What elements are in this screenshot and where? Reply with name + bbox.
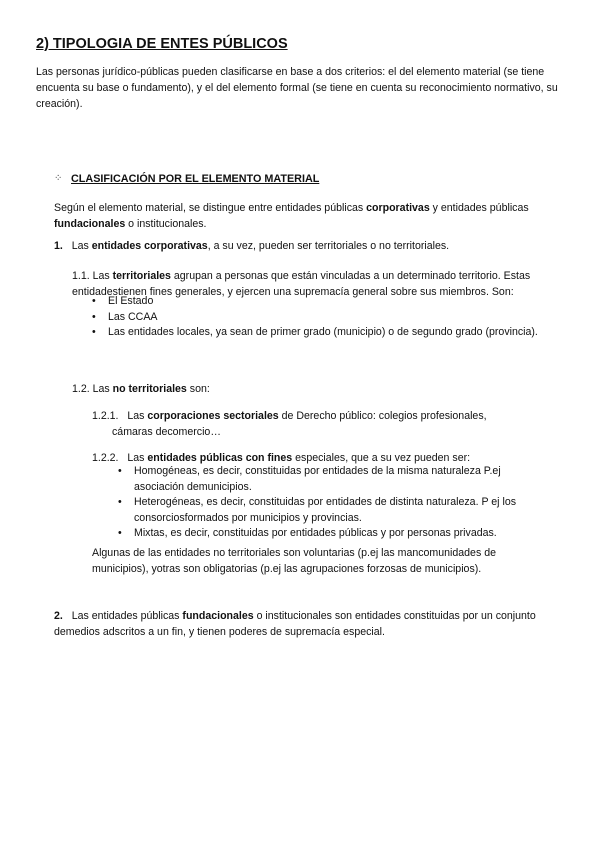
section-marker-icon: ⁘ [54, 173, 63, 184]
list-item: • Mixtas, es decir, constituidas por entidades públicas y por personas privadas. [118, 526, 538, 542]
item-1-1: 1.1. Las territoriales agrupan a personas que están vinculadas a un determinado territorio. Estas entidadestienen fines generales, y ejercen una supremacía general sobre sus miembros. Son: [72, 270, 531, 298]
item-1-2-1: 1.2.1. Las corporaciones sectoriales de Derecho público: colegios profesionales, cámaras decomercio… [92, 410, 487, 438]
bullet-icon: • [118, 527, 122, 539]
page-title: 2) TIPOLOGIA DE ENTES PÚBLICOS [36, 36, 288, 52]
territorial-bullet-list [92, 294, 538, 341]
section-paragraph: Según el elemento material, se distingue entre entidades públicas corporativas y entidades públicas fundacionales o institucionales. [54, 202, 529, 230]
list-item: • Las CCAA [92, 310, 538, 326]
bullet-icon: • [92, 310, 96, 323]
item-number: 1.2. [72, 383, 90, 395]
note-paragraph: Algunas de las entidades no territoriales son voluntarias (p.ej las mancomunidades de municipios), yotras son obligatorias (p.ej las agrupaciones forzosas de municipios). [92, 547, 496, 575]
list-item: • Las entidades locales, ya sean de primer grado (municipio) o de segundo grado (provincia). [92, 325, 538, 341]
list-item: • Heterogéneas, es decir, constituidas por entidades de distinta naturaleza. P ej los consorciosformados por municipios y provincias. [118, 496, 517, 524]
item-1-2-2: 1.2.2. Las entidades públicas con fines especiales, que a su vez pueden ser: [92, 452, 471, 464]
item-number: 2. [54, 610, 63, 622]
item-number: 1.2.1. [92, 410, 119, 422]
item-1: 1. Las entidades corporativas, a su vez, pueden ser territoriales o no territoriales. [54, 240, 450, 252]
list-item: • Homogéneas, es decir, constituidas por entidades de la misma naturaleza P.ej asociación demunicipios. [118, 465, 501, 493]
item-number: 1.2.2. [92, 452, 119, 464]
intro-paragraph: Las personas jurídico-públicas pueden clasificarse en base a dos criterios: el del elemento material (se tiene encuenta su base o fundamento), y el del elemento formal (se tiene en cuenta su reconocimiento normativo, su creación). [36, 66, 558, 110]
list-item: • El Estado [92, 294, 538, 310]
section-heading: CLASIFICACIÓN POR EL ELEMENTO MATERIAL [71, 173, 320, 185]
bullet-icon: • [92, 295, 96, 307]
special-entities-bullet-list [118, 464, 538, 542]
item-1-2: 1.2. Las no territoriales son: [72, 383, 210, 395]
bullet-icon: • [118, 496, 122, 508]
item-number: 1.1. [72, 270, 90, 282]
bullet-icon: • [92, 326, 96, 338]
bullet-icon: • [118, 465, 122, 477]
item-number: 1. [54, 240, 63, 252]
item-2: 2. Las entidades públicas fundacionales o institucionales son entidades constituidas por un conjunto demedios adscritos a un fin, y tienen poderes de supremacía especial. [54, 610, 536, 638]
